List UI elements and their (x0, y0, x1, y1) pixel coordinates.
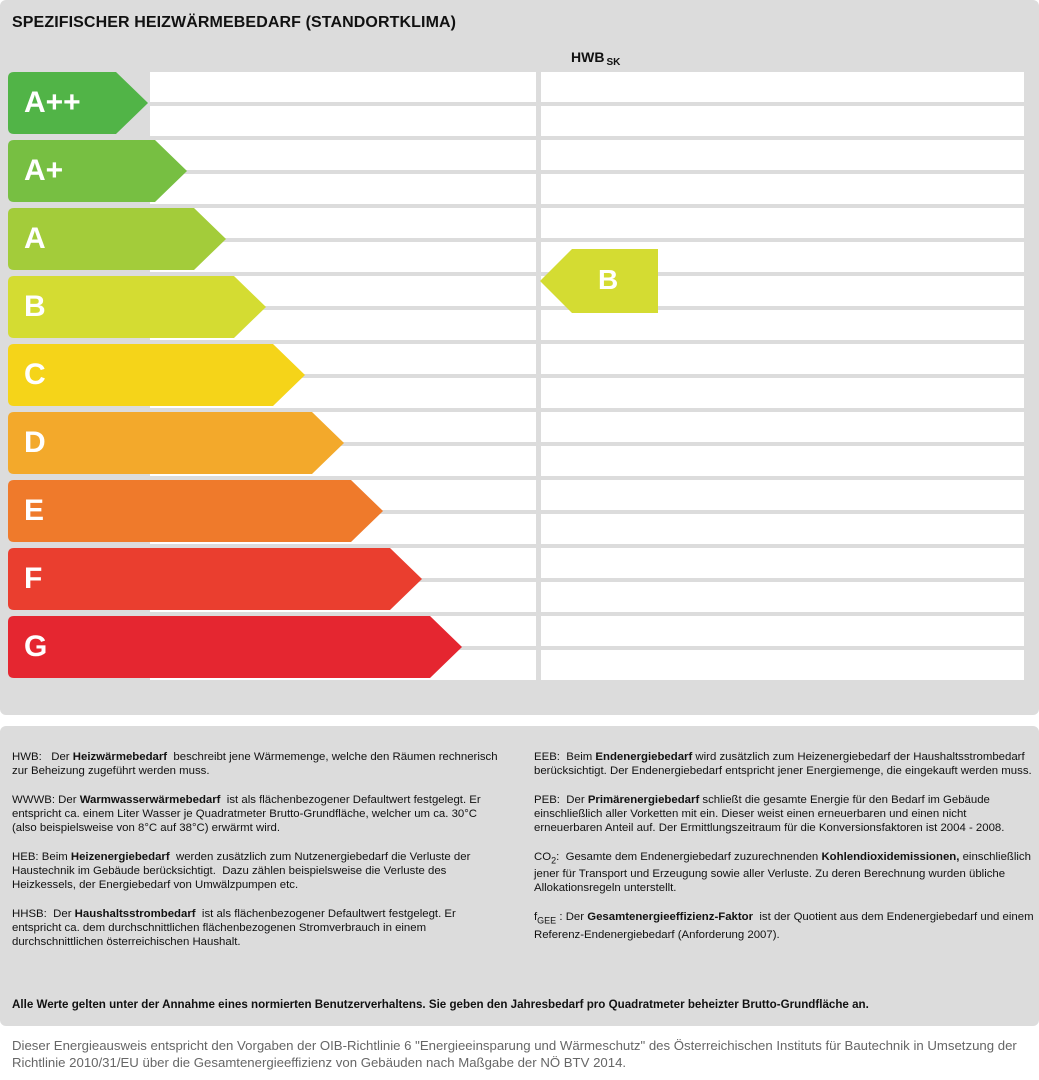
scale-row-stripe-right (541, 446, 1024, 476)
scale-row-stripe-left (150, 140, 536, 170)
scale-arrow-label: B (24, 290, 46, 323)
scale-row-stripe-right (541, 208, 1024, 238)
rating-indicator (540, 249, 658, 313)
scale-arrow-g (8, 616, 462, 678)
definition-abbr: HWB: (12, 751, 42, 763)
definition-abbr: CO (534, 851, 552, 863)
definition-term: Gesamtenergieeffizienz-Faktor (587, 911, 754, 924)
scale-arrow-shape (8, 616, 462, 678)
scale-arrow-label: A++ (24, 86, 81, 119)
definition-abbr-end: : (556, 911, 563, 924)
scale-row-stripe-right (541, 140, 1024, 170)
scale-row-stripe-right (541, 514, 1024, 544)
scale-arrow-label: A (24, 222, 46, 255)
definition-lead: Der (46, 908, 75, 920)
scale-row-stripe-right (541, 106, 1024, 136)
definition-term: Kohlendioxidemissionen, (821, 851, 960, 863)
scale-row-stripe-left (150, 72, 536, 102)
definition-term: Endenergiebedarf (595, 751, 693, 763)
definition-term: Primärenergiebedarf (587, 794, 700, 806)
scale-arrow-fill (8, 616, 462, 678)
scale-row-stripe-right (541, 548, 1024, 578)
scale-arrow-fill (8, 480, 383, 542)
legal-footer: Dieser Energieausweis entspricht den Vorgaben der OIB-Richtlinie 6 "Energieeinsparung und Wärmeschutz" des Österreichischen Instituts für Bautechnik in Umsetzung der Richtlinie 2010/31/EU über die Gesamtenergieeffizienz von Gebäuden nach Maßgabe der NÖ BTV 2014. (12, 1038, 1017, 1070)
scale-row-stripe-left (150, 174, 536, 204)
scale-arrow-fill (8, 344, 305, 406)
definition-text: ist der Quotient aus dem Endenergiebedarf und einem Referenz-Endenergiebedarf (Anforderung 2007). (534, 911, 1037, 941)
definition-block (534, 793, 1034, 835)
scale-arrow-f (8, 548, 422, 610)
scale-arrow-label: C (24, 358, 46, 391)
scale-arrow-a (8, 208, 226, 270)
definition-abbr: PEB: (534, 794, 560, 806)
definition-abbr: EEB: (534, 751, 560, 763)
definition-lead: Beim (38, 851, 71, 863)
definition-block (12, 850, 502, 892)
definition-text: ist als flächenbezogener Defaultwert festgelegt. Er entspricht ca. dem durchschnittlichen flächenbezogenen Stromverbrauch in einem durchschnittlichen österreichischen Haushalt. (12, 908, 459, 948)
definition-lead: Gesamte dem Endenergiebedarf zuzurechnenden (559, 851, 822, 863)
definition-text: werden zusätzlich zum Nutzenergiebedarf die Verluste der Haustechnik im Gebäude berücksichtigt. Dazu zählen beispielsweise die Verluste des Heizkessels, der Energiebedarf von Umwälzpumpen etc. (12, 851, 474, 891)
hwb-column-header (571, 49, 620, 68)
scale-arrow-fill (8, 276, 266, 338)
definition-block (12, 907, 502, 949)
scale-arrow-e (8, 480, 383, 542)
scale-arrow-fill (8, 548, 422, 610)
hwb-column-label: HWB (571, 49, 605, 65)
definition-abbr: WWWB: (12, 794, 56, 806)
page-title: SPEZIFISCHER HEIZWÄRMEBEDARF (STANDORTKLIMA) (12, 14, 457, 31)
rating-indicator-label: B (598, 264, 619, 295)
definition-abbr-subscript: 2 (551, 855, 557, 866)
scale-row-stripe-right (541, 412, 1024, 442)
scale-arrow-label: G (24, 630, 48, 663)
definitions-left-column (12, 750, 502, 964)
scale-arrow-fill (8, 412, 344, 474)
scale-row-stripe-right (541, 616, 1024, 646)
scale-arrow-shape (8, 344, 305, 406)
scale-arrow-shape (8, 480, 383, 542)
scale-arrow-aplusplus (8, 72, 148, 134)
definition-lead: Der (41, 751, 73, 763)
definition-text: ist als flächenbezogener Defaultwert festgelegt. Er entspricht ca. einem Liter Wasser je Quadratmeter Brutto-Grundfläche, welcher um ca. 30°C (also beispielsweise von 8°C auf 38°C) erwärmt wird. (12, 794, 484, 834)
scale-arrow-shape (8, 276, 266, 338)
scale-arrow-b (8, 276, 266, 338)
definition-block (12, 750, 502, 778)
definition-abbr: HEB: (12, 851, 39, 863)
hwb-column-subscript: SK (606, 57, 621, 68)
scale-arrow-shape (8, 548, 422, 610)
scale-arrow-aplus (8, 140, 187, 202)
scale-arrow-label: A+ (24, 154, 64, 187)
definition-lead: Der (562, 911, 588, 924)
scale-row-stripe-left (150, 106, 536, 136)
definition-term: Warmwasserwärmebedarf (79, 794, 221, 806)
definition-block (12, 793, 502, 835)
definition-lead: Beim (559, 751, 596, 763)
definition-lead: Der (559, 794, 588, 806)
definitions-right-column (534, 750, 1037, 957)
definition-abbr: HHSB: (12, 908, 47, 920)
definition-abbr: f (534, 911, 538, 924)
scale-row-stripe-right (541, 344, 1024, 374)
definitions-panel (0, 726, 1039, 1026)
scale-arrow-label: F (24, 562, 43, 595)
definition-text: schließt die gesamte Energie für den Bedarf im Gebäude einschließlich aller Vorketten mit ein. Dieser weist einen erneuerbaren und einen nicht erneuerbaren Anteil auf. Der Ermittlungszeitraum für die Konversionsfaktoren ist 2004 - 2008. (534, 794, 1005, 834)
definition-lead: Der (55, 794, 80, 806)
scale-row-stripe-right (541, 72, 1024, 102)
definition-term: Heizwärmebedarf (72, 751, 168, 763)
definition-block (534, 910, 1037, 941)
scale-arrow-shape (8, 412, 344, 474)
definition-text: einschließlich jener für Transport und Erzeugung sowie aller Verluste. Zu deren Berechnung wurden übliche Allokationsregeln unterstellt. (534, 851, 1035, 895)
definition-text: wird zusätzlich zum Heizenergiebedarf der Haushaltsstrombedarf berücksichtigt. Der Endenergiebedarf entspricht jener Energiemenge, die eingekauft werden muss. (534, 751, 1032, 777)
definition-abbr-end: : (556, 851, 560, 863)
definition-abbr-subscript: GEE (537, 915, 557, 926)
scale-arrow-d (8, 412, 344, 474)
scale-row-stripe-right (541, 582, 1024, 612)
definition-term: Haushaltsstrombedarf (74, 908, 196, 920)
scale-row-stripe-right (541, 174, 1024, 204)
definition-block (534, 850, 1034, 895)
definition-text: beschreibt jene Wärmemenge, welche den Räumen rechnerisch zur Beheizung zugeführt werden muss. (12, 751, 501, 777)
scale-row-stripe-right (541, 480, 1024, 510)
scale-row-stripe-right (541, 650, 1024, 680)
definition-block (534, 750, 1034, 778)
assumption-note: Alle Werte gelten unter der Annahme eines normierten Benutzerverhaltens. Sie geben den Jahresbedarf pro Quadratmeter beheizter Brutto-Grundfläche an. (12, 998, 869, 1011)
definition-term: Heizenergiebedarf (70, 851, 170, 863)
scale-arrow-label: E (24, 494, 45, 527)
scale-row-stripe-right (541, 378, 1024, 408)
scale-arrow-label: D (24, 426, 46, 459)
scale-row-stripe-right (541, 310, 1024, 340)
scale-arrow-c (8, 344, 305, 406)
